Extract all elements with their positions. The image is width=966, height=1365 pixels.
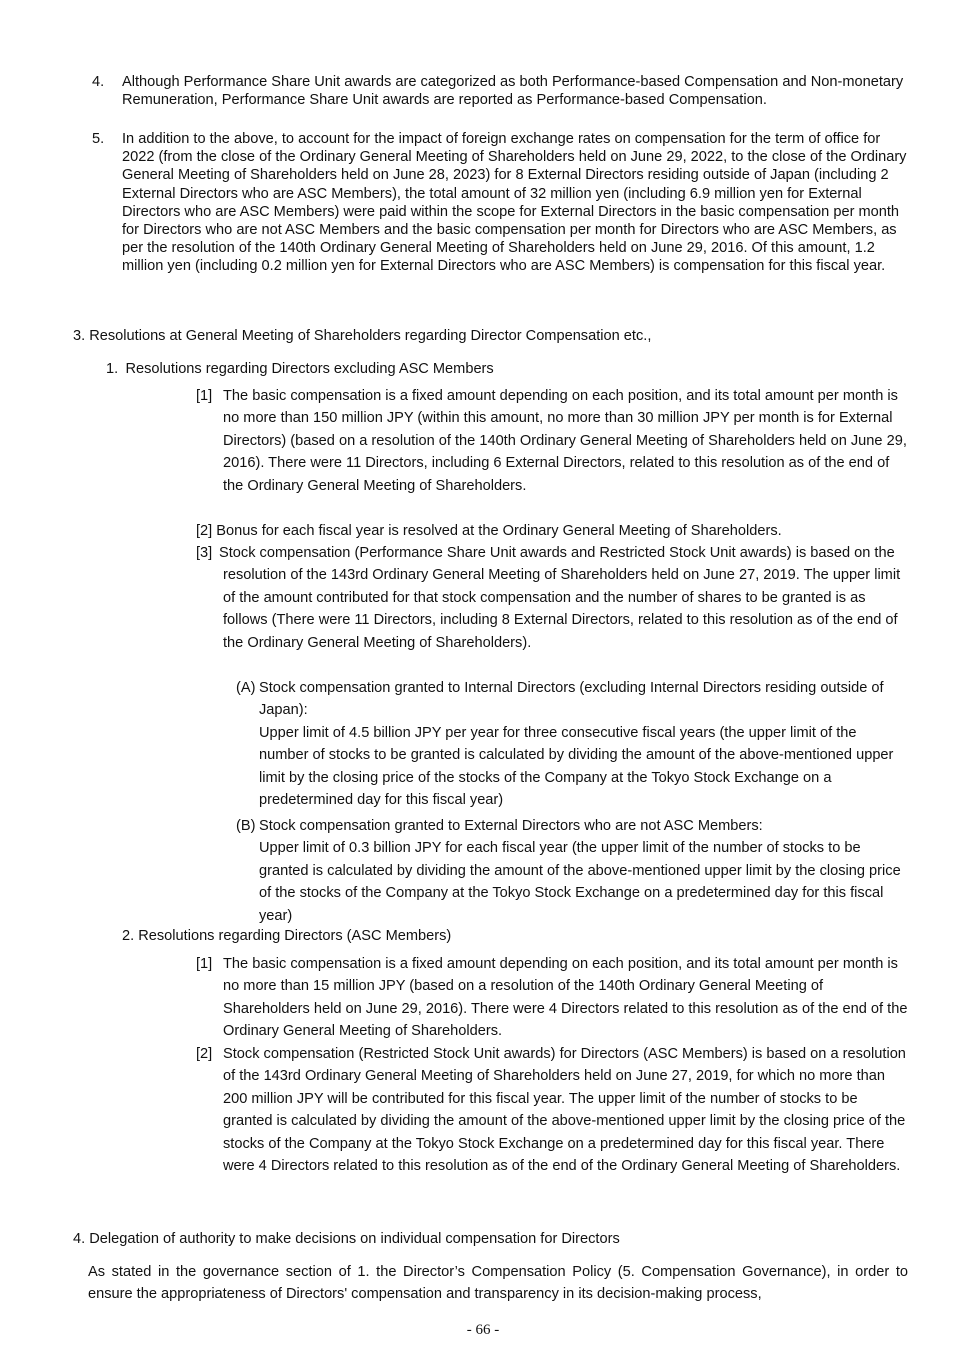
item-marker: [3] bbox=[196, 545, 213, 561]
section-4-heading: 4. Delegation of authority to make decisions on individual compensation for Directors bbox=[73, 1231, 620, 1247]
section-4-paragraph: As stated in the governance section of 1. the Director’s Compensation Policy (5. Compensation Governance), in order to ensure the appropriateness of Directors' compensation and transparency in its decision-making process, bbox=[88, 1264, 908, 1302]
item-marker: (A) bbox=[236, 680, 256, 696]
item-marker: [1] bbox=[196, 956, 213, 972]
item-title: Stock compensation granted to External Directors who are not ASC Members: bbox=[259, 818, 763, 834]
item-text: Stock compensation (Performance Share Unit awards and Restricted Stock Unit awards) is based on the resolution of the 143rd Ordinary General Meeting of Shareholders held on June 27, 2019. The upper limit of the amount contributed for that stock compensation and the number of shares to be granted is as follows (There were 11 Directors, including 8 External Directors, related to this resolution as of the end of the Ordinary General Meeting of Shareholders). bbox=[219, 545, 901, 651]
sub1-item-B bbox=[236, 815, 908, 927]
note-4 bbox=[92, 73, 910, 109]
note-number: 5. bbox=[92, 131, 105, 147]
subsection-2-heading: 2. Resolutions regarding Directors (ASC Members) bbox=[122, 928, 452, 944]
section-3-heading: 3. Resolutions at General Meeting of Shareholders regarding Director Compensation etc., bbox=[73, 328, 652, 344]
sub1-item-1 bbox=[196, 385, 909, 497]
note-text: In addition to the above, to account for the impact of foreign exchange rates on compensation for the term of office for 2022 (from the close of the Ordinary General Meeting of Shareholders held on June 29, 2022, to the close of the Ordinary General Meeting of Shareholders held on June 28, 2023) for 8 External Directors residing outside of Japan (including 2 External Directors who are ASC Members), the total amount of 32 million yen (including 6.9 million yen for External Directors who are ASC Members) were paid within the scope for External Directors in the basic compensation per month for Directors who are not ASC Members and the basic compensation per month for Directors who are ASC Members, as per the resolution of the 140th Ordinary General Meeting of Shareholders held on June 29, 2016. Of this amount, 1.2 million yen (including 0.2 million yen for External Directors who are ASC Members) is compensation for this fiscal year. bbox=[122, 131, 907, 275]
sub1-item-2: [2] Bonus for each fiscal year is resolved at the Ordinary General Meeting of Shareholders. bbox=[196, 523, 782, 539]
item-text: The basic compensation is a fixed amount depending on each position, and its total amount per month is no more than 15 million JPY (based on a resolution of the 140th Ordinary General Meeting of Shareholders held on June 29, 2016). There were 4 Directors related to this resolution as of the end of the Ordinary General Meeting of Shareholders. bbox=[223, 956, 908, 1040]
sub2-item-1 bbox=[196, 953, 909, 1043]
item-marker: [1] bbox=[196, 388, 213, 404]
note-number: 4. bbox=[92, 74, 105, 90]
item-text: Stock compensation (Restricted Stock Unit awards) for Directors (ASC Members) is based on a resolution of the 143rd Ordinary General Meeting of Shareholders held on June 27, 2019, for which no more than 200 million JPY will be contributed for this fiscal year. The upper limit of the number of stocks to be granted is calculated by dividing the amount of the above-mentioned upper limit by the closing price of the stocks of the Company at the Tokyo Stock Exchange on a predetermined day for this fiscal year. There were 4 Directors related to this resolution as of the end of the Ordinary General Meeting of Shareholders. bbox=[223, 1046, 906, 1175]
item-marker: (B) bbox=[236, 818, 256, 834]
item-title: Stock compensation granted to Internal Directors (excluding Internal Directors residing outside of Japan): bbox=[259, 680, 884, 719]
sub1-item-3 bbox=[196, 542, 909, 654]
item-text: Upper limit of 4.5 billion JPY per year for three consecutive fiscal years (the upper limit of the number of stocks to be granted is calculated by dividing the amount of the above-mentioned upper limit by the closing price of the stocks of the Company at the Tokyo Stock Exchange on a predetermined day for this fiscal year) bbox=[259, 724, 894, 809]
page-number: - 66 - bbox=[466, 1322, 500, 1338]
sub1-item-A bbox=[236, 677, 908, 811]
note-text: Although Performance Share Unit awards are categorized as both Performance-based Compensation and Non-monetary Remuneration, Performance Share Unit awards are reported as Performance-based Compensation. bbox=[122, 74, 904, 109]
item-marker: [2] bbox=[196, 1046, 213, 1062]
item-text: The basic compensation is a fixed amount depending on each position, and its total amount per month is no more than 150 million JPY (within this amount, no more than 30 million JPY per month is for External Directors) (based on a resolution of the 140th Ordinary General Meeting of Shareholders held on June 29, 2016). There were 11 Directors, including 6 External Directors, related to this resolution as of the end of the Ordinary General Meeting of Shareholders. bbox=[223, 388, 907, 494]
sub2-item-2 bbox=[196, 1043, 909, 1177]
item-text: Upper limit of 0.3 billion JPY for each fiscal year (the upper limit of the number of stocks to be granted is calculated by dividing the amount of the above-mentioned upper limit by the closing price of the stocks of the Company at the Tokyo Stock Exchange on a predetermined day for this fiscal year) bbox=[259, 840, 901, 924]
note-5 bbox=[92, 130, 910, 276]
subsection-1-heading: 1. Resolutions regarding Directors excluding ASC Members bbox=[106, 361, 494, 377]
